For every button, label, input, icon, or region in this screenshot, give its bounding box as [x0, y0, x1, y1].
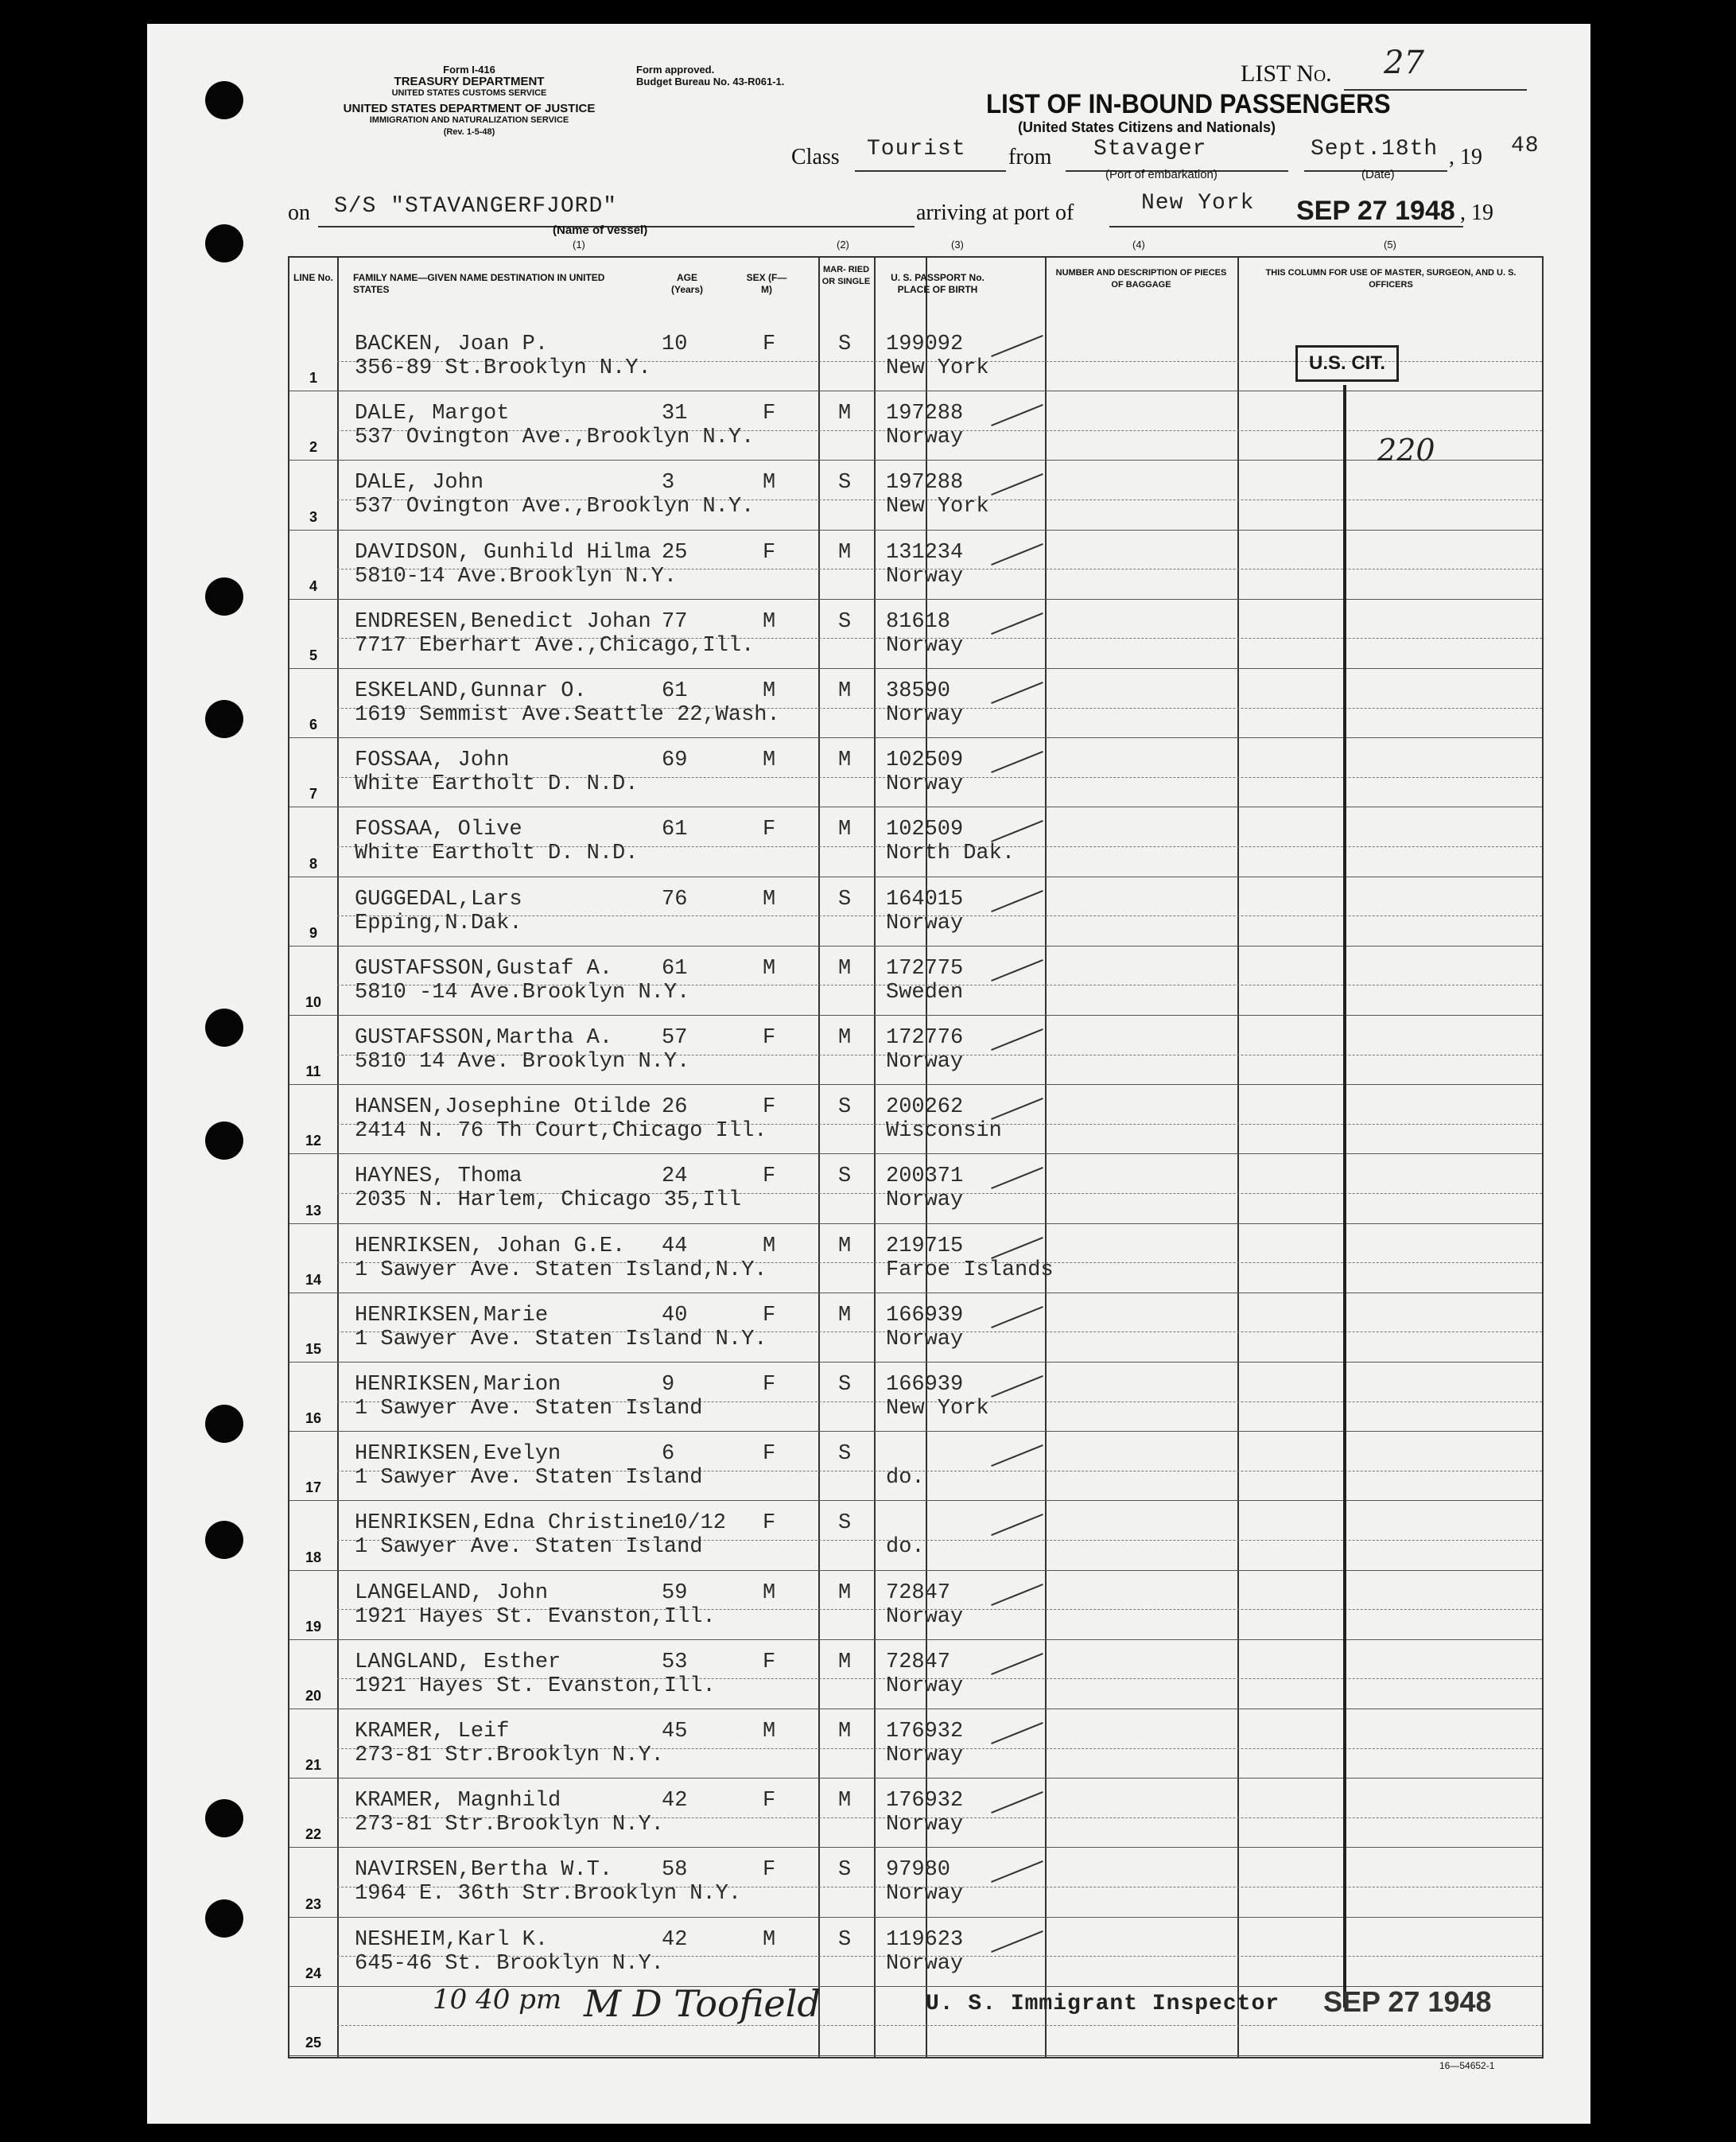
check-mark: [991, 1584, 1043, 1606]
check-mark: [991, 543, 1043, 566]
passenger-marital: S: [838, 1927, 852, 1952]
header-line-no: LINE No.: [293, 272, 333, 283]
passenger-name: KRAMER, Magnhild: [355, 1789, 561, 1814]
header-sex: SEX (F—M): [746, 272, 787, 295]
check-mark: [991, 820, 1043, 842]
passport-number: 199092: [886, 332, 964, 356]
binder-hole: [205, 1122, 243, 1160]
passenger-age: 10/12: [662, 1511, 727, 1536]
line-number: 22: [305, 1826, 322, 1843]
place-of-birth: do.: [886, 1466, 925, 1491]
passenger-sex: F: [763, 402, 776, 426]
passenger-name: HENRIKSEN,Marion: [355, 1373, 561, 1397]
passenger-sex: M: [763, 471, 776, 496]
passenger-age: 77: [662, 609, 688, 634]
passenger-sex: F: [763, 332, 776, 356]
passport-number: 166939: [886, 1303, 964, 1328]
header-age: AGE (Years): [670, 272, 704, 295]
passenger-age: 42: [662, 1789, 688, 1814]
ins-label: IMMIGRATION AND NATURALIZATION SERVICE: [369, 115, 569, 125]
row-divider: [289, 946, 1542, 947]
col-number-5: (5): [1384, 239, 1396, 251]
passenger-name: NAVIRSEN,Bertha W.T.: [355, 1858, 613, 1883]
passenger-marital: M: [838, 1026, 852, 1050]
budget-bureau-label: Budget Bureau No. 43-R061-1.: [636, 76, 785, 87]
passenger-marital: M: [838, 748, 852, 773]
header-passport: U. S. PASSPORT No. PLACE OF BIRTH: [891, 272, 985, 295]
line-number: 11: [305, 1063, 321, 1080]
passenger-marital: S: [838, 1164, 852, 1189]
passenger-age: 76: [662, 887, 688, 912]
place-of-birth: Norway: [886, 1050, 964, 1074]
passenger-sex: M: [763, 1580, 776, 1605]
passenger-name: GUGGEDAL,Lars: [355, 887, 522, 912]
check-mark: [991, 959, 1043, 982]
passport-number: 97980: [886, 1858, 951, 1883]
binder-hole: [205, 1521, 243, 1559]
treasury-label: TREASURY DEPARTMENT: [394, 75, 545, 88]
passenger-marital: M: [838, 818, 852, 842]
arrival-port: New York: [1141, 191, 1255, 216]
passenger-marital: M: [838, 1789, 852, 1814]
place-of-birth: Sweden: [886, 980, 964, 1005]
passenger-name: ESKELAND,Gunnar O.: [355, 679, 587, 703]
row-divider: [289, 1570, 1542, 1571]
place-of-birth: Norway: [886, 1882, 964, 1907]
passenger-sex: M: [763, 679, 776, 703]
line-number: 4: [309, 577, 317, 594]
passenger-name: LANGLAND, Esther: [355, 1650, 561, 1674]
row-divider: [289, 460, 1542, 461]
passenger-age: 61: [662, 956, 688, 981]
line-number: 23: [305, 1895, 322, 1912]
passenger-name: HAYNES, Thoma: [355, 1164, 522, 1189]
passenger-destination: 5810-14 Ave.Brooklyn N.Y.: [355, 564, 678, 589]
binder-hole: [205, 577, 243, 616]
passenger-sex: F: [763, 1511, 776, 1536]
passenger-destination: 537 Ovington Ave.,Brooklyn N.Y.: [355, 495, 755, 519]
passenger-name: FOSSAA, Olive: [355, 818, 522, 842]
passenger-sex: F: [763, 1026, 776, 1050]
inspector-date-stamp: SEP 27 1948: [1323, 1985, 1492, 2018]
passenger-age: 6: [662, 1442, 675, 1467]
passenger-sex: F: [763, 1164, 776, 1189]
passenger-name: HENRIKSEN,Marie: [355, 1303, 549, 1328]
passenger-marital: S: [838, 887, 852, 912]
annotation-line: [1343, 385, 1346, 2008]
place-of-birth: Norway: [886, 1604, 964, 1629]
line-number: 18: [305, 1549, 322, 1565]
line-number: 16: [305, 1410, 322, 1427]
check-mark: [991, 682, 1043, 704]
passport-number: 176932: [886, 1789, 964, 1814]
passport-number: 200371: [886, 1164, 964, 1189]
header-married: MAR- RIED OR SINGLE: [821, 265, 871, 286]
col-number-3: (3): [951, 239, 964, 251]
passenger-name: BACKEN, Joan P.: [355, 332, 549, 356]
passenger-name: ENDRESEN,Benedict Johan: [355, 609, 651, 634]
place-of-birth: Wisconsin: [886, 1119, 1002, 1144]
passenger-destination: 5810 -14 Ave.Brooklyn N.Y.: [355, 980, 690, 1005]
passenger-marital: M: [838, 679, 852, 703]
customs-label: UNITED STATES CUSTOMS SERVICE: [391, 88, 547, 98]
passenger-destination: 273-81 Str.Brooklyn N.Y.: [355, 1744, 664, 1767]
check-mark: [991, 1237, 1043, 1259]
passport-number: 164015: [886, 887, 964, 912]
check-mark: [991, 1098, 1043, 1120]
line-number: 6: [309, 717, 317, 733]
place-of-birth: New York: [886, 495, 989, 519]
line-number: 9: [309, 924, 317, 941]
passport-number: 176932: [886, 1720, 964, 1744]
passenger-marital: M: [838, 1720, 852, 1744]
check-mark: [991, 1930, 1043, 1953]
year-prefix: , 19: [1449, 145, 1482, 169]
class-label: Class: [791, 145, 840, 169]
line-number: 25: [305, 2035, 322, 2051]
passenger-name: LANGELAND, John: [355, 1580, 549, 1605]
passenger-name: HANSEN,Josephine Otilde: [355, 1095, 651, 1120]
on-label: on: [288, 200, 310, 225]
list-no-value: 27: [1384, 45, 1424, 81]
form-agency-block: [286, 64, 652, 138]
place-of-birth: Norway: [886, 1327, 964, 1351]
place-of-birth: Norway: [886, 1188, 964, 1213]
year-value: 48: [1511, 134, 1540, 158]
arriving-label: arriving at port of: [916, 200, 1074, 225]
check-mark: [991, 335, 1043, 357]
passenger-age: 25: [662, 540, 688, 565]
passenger-sex: M: [763, 1927, 776, 1952]
check-mark: [991, 1722, 1043, 1744]
passenger-name: FOSSAA, John: [355, 748, 510, 773]
check-mark: [991, 890, 1043, 912]
passenger-marital: S: [838, 1442, 852, 1467]
place-of-birth: Norway: [886, 911, 964, 935]
passport-number: 131234: [886, 540, 964, 565]
row-divider: [289, 1015, 1542, 1016]
binder-hole: [205, 81, 243, 119]
arrival-year: , 19: [1460, 200, 1493, 225]
passenger-name: HENRIKSEN,Edna Christine: [355, 1511, 664, 1536]
passenger-sex: M: [763, 956, 776, 981]
passenger-sex: F: [763, 1858, 776, 1883]
line-number: 13: [305, 1202, 322, 1219]
passenger-name: DALE, Margot: [355, 402, 510, 426]
passenger-destination: 1 Sawyer Ave. Staten Island: [355, 1466, 703, 1491]
form-approval: [636, 64, 784, 87]
row-divider: [289, 1639, 1542, 1640]
row-divider: [289, 668, 1542, 669]
line-number: 5: [309, 647, 317, 663]
passenger-marital: M: [838, 1580, 852, 1605]
passenger-destination: Epping,N.Dak.: [355, 911, 522, 935]
row-divider: [289, 530, 1542, 531]
vessel-caption: (Name of vessel): [553, 224, 648, 237]
passport-number: 38590: [886, 679, 951, 703]
passenger-marital: M: [838, 1650, 852, 1674]
passport-number: 102509: [886, 818, 964, 842]
passenger-marital: S: [838, 609, 852, 634]
passenger-age: 57: [662, 1026, 688, 1050]
check-mark: [991, 1375, 1043, 1398]
passenger-name: DALE, John: [355, 471, 484, 496]
passport-number: 119623: [886, 1927, 964, 1952]
passenger-marital: M: [838, 540, 852, 565]
line-number: 15: [305, 1341, 322, 1357]
passport-number: 72847: [886, 1650, 951, 1674]
place-of-birth: Norway: [886, 564, 964, 589]
passenger-destination: 5810 14 Ave. Brooklyn N.Y.: [355, 1050, 690, 1074]
passenger-age: 58: [662, 1858, 688, 1883]
passenger-sex: M: [763, 609, 776, 634]
passenger-destination: White Eartholt D. N.D.: [355, 772, 639, 797]
passenger-destination: 645-46 St. Brooklyn N.Y.: [355, 1951, 664, 1976]
row-divider: [289, 1431, 1542, 1432]
passenger-sex: M: [763, 1234, 776, 1258]
passenger-sex: M: [763, 887, 776, 912]
passenger-marital: S: [838, 1858, 852, 1883]
check-mark: [991, 1306, 1043, 1328]
place-of-birth: Norway: [886, 1744, 964, 1767]
passenger-name: HENRIKSEN, Johan G.E.: [355, 1234, 626, 1258]
passenger-destination: 2035 N. Harlem, Chicago 35,Ill: [355, 1188, 742, 1213]
row-divider: [289, 1500, 1542, 1501]
row-divider: [289, 1847, 1542, 1848]
place-of-birth: Norway: [886, 772, 964, 797]
passport-number: 200262: [886, 1095, 964, 1120]
check-mark: [991, 1444, 1043, 1467]
col-number-4: (4): [1132, 239, 1145, 251]
row-divider: [289, 1917, 1542, 1918]
check-mark: [991, 612, 1043, 635]
passenger-destination: 1964 E. 36th Str.Brooklyn N.Y.: [355, 1882, 742, 1907]
date-caption: (Date): [1361, 168, 1395, 181]
line-number: 2: [309, 439, 317, 456]
passenger-name: NESHEIM,Karl K.: [355, 1927, 549, 1952]
header-officers: THIS COLUMN FOR USE OF MASTER, SURGEON, AND U. S. OFFICERS: [1265, 268, 1517, 290]
inspector-label: U. S. Immigrant Inspector: [926, 1992, 1280, 2016]
passenger-age: 26: [662, 1095, 688, 1120]
passenger-marital: S: [838, 471, 852, 496]
from-label: from: [1008, 145, 1052, 169]
line-number: 20: [305, 1688, 322, 1704]
passport-number: 172776: [886, 1026, 964, 1050]
passenger-age: 40: [662, 1303, 688, 1328]
line-number: 21: [305, 1757, 322, 1774]
revision-label: (Rev. 1-5-48): [443, 127, 495, 137]
binder-hole: [205, 1799, 243, 1837]
check-mark: [991, 1028, 1043, 1051]
check-mark: [991, 1860, 1043, 1883]
line-number: 14: [305, 1271, 322, 1288]
passenger-age: 53: [662, 1650, 688, 1674]
place-of-birth: do.: [886, 1535, 925, 1560]
place-of-birth: New York: [886, 1397, 989, 1421]
passenger-sex: F: [763, 1373, 776, 1397]
from-value: Stavager: [1093, 137, 1207, 161]
signature-time: 10 40 pm: [433, 1984, 562, 2016]
passport-number: 81618: [886, 609, 951, 634]
passenger-age: 61: [662, 679, 688, 703]
passenger-age: 59: [662, 1580, 688, 1605]
line-number: 17: [305, 1479, 322, 1496]
port-caption: (Port of embarkation): [1105, 168, 1218, 181]
check-mark: [991, 751, 1043, 773]
row-divider: [289, 1223, 1542, 1224]
passenger-destination: 356-89 St.Brooklyn N.Y.: [355, 356, 651, 380]
header-name: FAMILY NAME—GIVEN NAME DESTINATION IN UNITED STATES: [353, 272, 605, 295]
binder-hole: [205, 1009, 243, 1047]
passenger-name: HENRIKSEN,Evelyn: [355, 1442, 561, 1467]
binder-hole: [205, 1405, 243, 1443]
passport-number: 102509: [886, 748, 964, 773]
passenger-marital: S: [838, 1373, 852, 1397]
passenger-marital: S: [838, 1095, 852, 1120]
passenger-age: 44: [662, 1234, 688, 1258]
row-divider: [289, 737, 1542, 738]
col-number-1: (1): [573, 239, 585, 251]
us-cit-stamp: U.S. CIT.: [1295, 345, 1399, 382]
passenger-destination: 1619 Semmist Ave.Seattle 22,Wash.: [355, 703, 780, 727]
passenger-age: 42: [662, 1927, 688, 1952]
date-value: Sept.18th: [1311, 137, 1439, 161]
passenger-age: 31: [662, 402, 688, 426]
check-mark: [991, 473, 1043, 496]
vessel-name: S/S "STAVANGERFJORD": [334, 194, 618, 219]
passenger-sex: F: [763, 1303, 776, 1328]
passenger-sex: F: [763, 540, 776, 565]
justice-label: UNITED STATES DEPARTMENT OF JUSTICE: [343, 102, 596, 115]
passenger-age: 24: [662, 1164, 688, 1189]
inspector-signature: M D Toofield: [584, 1982, 821, 2025]
form-number: Form I-416: [443, 64, 495, 76]
passport-number: 72847: [886, 1580, 951, 1605]
line-number: 24: [305, 1965, 322, 1981]
passenger-destination: 1 Sawyer Ave. Staten Island: [355, 1397, 703, 1421]
passenger-marital: M: [838, 1303, 852, 1328]
line-number: 19: [305, 1618, 322, 1635]
line-number: 1: [309, 370, 317, 387]
passenger-age: 45: [662, 1720, 688, 1744]
passenger-sex: M: [763, 748, 776, 773]
place-of-birth: Norway: [886, 1951, 964, 1976]
passenger-marital: S: [838, 1511, 852, 1536]
line-number: 8: [309, 855, 317, 872]
place-of-birth: Norway: [886, 426, 964, 450]
passenger-marital: M: [838, 1234, 852, 1258]
passenger-name: KRAMER, Leif: [355, 1720, 510, 1744]
passenger-destination: 1921 Hayes St. Evanston,Ill.: [355, 1604, 716, 1629]
place-of-birth: North Dak.: [886, 842, 1016, 866]
passenger-age: 3: [662, 471, 675, 496]
binder-hole: [205, 700, 243, 738]
arrival-date-stamp: SEP 27 1948: [1296, 196, 1455, 226]
passenger-sex: F: [763, 1789, 776, 1814]
row-divider: [289, 599, 1542, 600]
row-divider: [289, 1153, 1542, 1154]
list-no-label: LIST No.: [1241, 60, 1332, 87]
row-divider: [289, 1778, 1542, 1779]
place-of-birth: New York: [886, 356, 989, 380]
number-220: 220: [1377, 433, 1435, 468]
passport-number: 197288: [886, 402, 964, 426]
passenger-age: 69: [662, 748, 688, 773]
col-number-2: (2): [837, 239, 849, 251]
class-value: Tourist: [867, 137, 966, 161]
passenger-name: DAVIDSON, Gunhild Hilma: [355, 540, 651, 565]
check-mark: [991, 1514, 1043, 1536]
check-mark: [991, 1791, 1043, 1814]
passenger-destination: 2414 N. 76 Th Court,Chicago Ill.: [355, 1119, 767, 1144]
page-title: LIST OF IN-BOUND PASSENGERS: [986, 89, 1391, 119]
line-number: 12: [305, 1133, 322, 1149]
passenger-marital: M: [838, 402, 852, 426]
line-number: 7: [309, 786, 317, 803]
row-divider: [289, 2055, 1542, 2056]
passenger-name: GUSTAFSSON,Martha A.: [355, 1026, 613, 1050]
passenger-destination: 537 Ovington Ave.,Brooklyn N.Y.: [355, 426, 755, 450]
place-of-birth: Norway: [886, 1813, 964, 1837]
passport-number: 197288: [886, 471, 964, 496]
passenger-age: 61: [662, 818, 688, 842]
form-approved-label: Form approved.: [636, 64, 715, 76]
passenger-table: [288, 256, 1544, 2058]
passenger-destination: 1921 Hayes St. Evanston,Ill.: [355, 1674, 716, 1698]
passport-number: 219715: [886, 1234, 964, 1258]
place-of-birth: Norway: [886, 633, 964, 658]
passenger-destination: 1 Sawyer Ave. Staten Island N.Y.: [355, 1327, 767, 1351]
passenger-name: GUSTAFSSON,Gustaf A.: [355, 956, 613, 981]
row-divider: [289, 1084, 1542, 1085]
header-baggage: NUMBER AND DESCRIPTION OF PIECES OF BAGGAGE: [1055, 268, 1227, 290]
row-midline: [337, 2025, 1542, 2026]
place-of-birth: Faroe Islands: [886, 1258, 1054, 1282]
passenger-age: 10: [662, 332, 688, 356]
passenger-destination: 1 Sawyer Ave. Staten Island: [355, 1535, 703, 1560]
check-mark: [991, 1167, 1043, 1189]
passenger-destination: 273-81 Str.Brooklyn N.Y.: [355, 1813, 664, 1837]
passenger-destination: White Eartholt D. N.D.: [355, 842, 639, 866]
passenger-sex: F: [763, 1442, 776, 1467]
footer-code: 16—54652-1: [1439, 2060, 1495, 2071]
line-number: 10: [305, 994, 322, 1010]
passenger-marital: M: [838, 956, 852, 981]
place-of-birth: Norway: [886, 1674, 964, 1698]
check-mark: [991, 404, 1043, 426]
passport-number: 166939: [886, 1373, 964, 1397]
passenger-destination: 1 Sawyer Ave. Staten Island,N.Y.: [355, 1258, 767, 1282]
passenger-sex: M: [763, 1720, 776, 1744]
check-mark: [991, 1653, 1043, 1675]
binder-hole: [205, 1899, 243, 1938]
passenger-destination: 7717 Eberhart Ave.,Chicago,Ill.: [355, 633, 755, 658]
passenger-sex: F: [763, 818, 776, 842]
passport-number: 172775: [886, 956, 964, 981]
page-subtitle: (United States Citizens and Nationals): [1018, 119, 1276, 135]
passenger-sex: F: [763, 1650, 776, 1674]
row-divider: [289, 1362, 1542, 1363]
passenger-age: 9: [662, 1373, 675, 1397]
binder-hole: [205, 224, 243, 262]
line-number: 3: [309, 508, 317, 525]
place-of-birth: Norway: [886, 703, 964, 727]
passenger-sex: F: [763, 1095, 776, 1120]
passenger-marital: S: [838, 332, 852, 356]
